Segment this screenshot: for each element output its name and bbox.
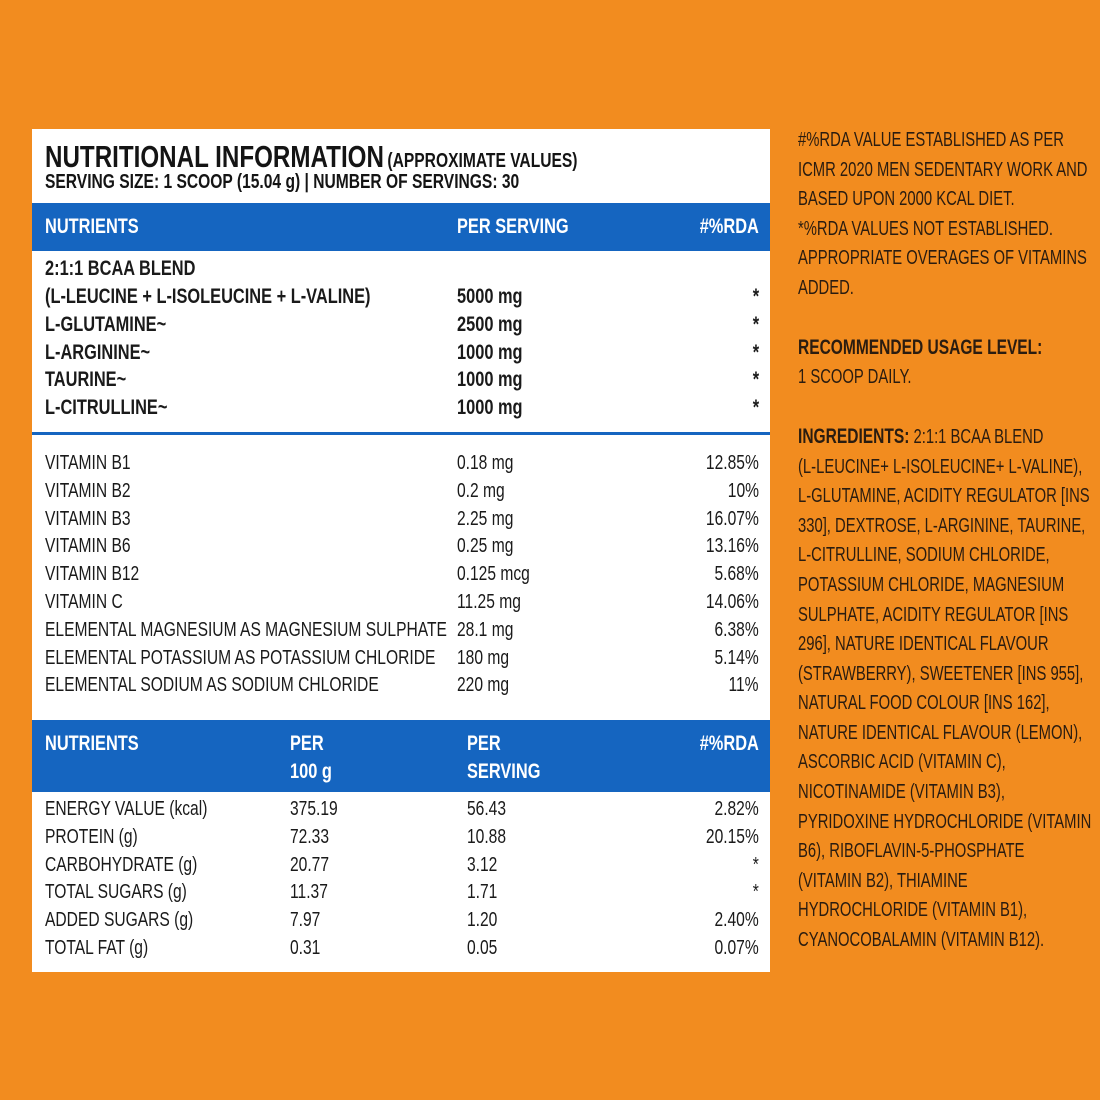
header-nutrients: NUTRIENTS (45, 215, 139, 238)
nutrient-rda: 13.16% (706, 535, 759, 558)
nutrition-panel (32, 129, 770, 972)
table-row (32, 368, 770, 396)
nutrient-name: ELEMENTAL POTASSIUM AS POTASSIUM CHLORIDE (45, 646, 436, 669)
header2-per2: PER (467, 732, 501, 755)
nutrient-rda: 6.38% (714, 618, 759, 641)
nutrient-name: VITAMIN B12 (45, 563, 140, 586)
nutrient-value: 2500 mg (457, 312, 523, 336)
ingredients-first: 2:1:1 BCAA BLEND (913, 425, 1044, 448)
nutrient-rda: 11% (728, 674, 759, 697)
table-row (32, 854, 770, 882)
nutrient-value: 0.125 mcg (457, 563, 530, 586)
per-serving-value: 10.88 (467, 825, 507, 848)
table-row (32, 285, 770, 313)
nutrient-rda: 14.06% (706, 591, 759, 613)
nutrient-name: TAURINE~ (45, 368, 127, 392)
nutrient-name: ELEMENTAL MAGNESIUM AS MAGNESIUM SULPHATE (45, 618, 447, 641)
note-line: BASED UPON 2000 KCAL DIET. (798, 188, 1015, 211)
ingredients-line: NATURAL FOOD COLOUR [INS 162], (798, 692, 1050, 715)
table-row (32, 591, 770, 619)
ingredients-line: L-GLUTAMINE, ACIDITY REGULATOR [INS (798, 485, 1090, 508)
nutrient-value: 220 mg (457, 674, 510, 697)
nutrient-value: 0.25 mg (457, 535, 514, 558)
header2-serving: SERVING (467, 760, 541, 783)
nutrient-value: 28.1 mg (457, 618, 514, 641)
nutrient-name: ELEMENTAL SODIUM AS SODIUM CHLORIDE (45, 674, 379, 697)
table-row (32, 826, 770, 854)
ingredients-line: NATURE IDENTICAL FLAVOUR (LEMON), (798, 721, 1083, 744)
nutrient-name: (L-LEUCINE + L-ISOLEUCINE + L-VALINE) (45, 285, 371, 308)
per-100g-value: 375.19 (290, 798, 338, 820)
per-100g-value: 11.37 (290, 881, 328, 904)
ingredients-line: POTASSIUM CHLORIDE, MAGNESIUM (798, 573, 1065, 596)
note-line: ADDED. (798, 276, 854, 299)
per-serving-value: 1.71 (467, 881, 498, 904)
table-row (32, 674, 770, 702)
header2-nutrients: NUTRIENTS (45, 732, 139, 755)
ingredients-line: L-CITRULLINE, SODIUM CHLORIDE, (798, 544, 1050, 567)
ingredients-line: SULPHATE, ACIDITY REGULATOR [INS (798, 603, 1069, 626)
nutrient-name: L-GLUTAMINE~ (45, 312, 167, 336)
header-rda: #%RDA (699, 215, 759, 238)
ingredients-line: ASCORBIC ACID (VITAMIN C), (798, 751, 1006, 774)
note-line: #%RDA VALUE ESTABLISHED AS PER (798, 129, 1064, 151)
nutrient-rda: * (752, 312, 759, 336)
nutrient-value: 0.2 mg (457, 479, 505, 502)
ingredients-line: PYRIDOXINE HYDROCHLORIDE (VITAMIN (798, 810, 1092, 833)
ingredients-first-line (798, 422, 1044, 453)
ingredients-line: (L-LEUCINE+ L-ISOLEUCINE+ L-VALINE), (798, 455, 1083, 478)
nutrient-value: 5000 mg (457, 285, 523, 308)
table-row (32, 798, 770, 826)
nutrient-rda: * (752, 368, 759, 392)
ingredients-line: 330], DEXTROSE, L-ARGININE, TAURINE, (798, 514, 1086, 537)
header2-100g: 100 g (290, 760, 332, 783)
ingredients-heading: INGREDIENTS: (798, 424, 910, 448)
nutrient-value: 180 mg (457, 646, 510, 669)
nutrient-name: VITAMIN B1 (45, 452, 131, 474)
table-row (32, 881, 770, 909)
nutrient-rda: 0.07% (714, 937, 759, 959)
nutrient-name: VITAMIN B6 (45, 535, 131, 558)
per-100g-value: 20.77 (290, 853, 330, 876)
table-row (32, 937, 770, 965)
per-serving-value: 1.20 (467, 909, 498, 932)
nutrient-rda: 16.07% (706, 507, 759, 530)
ingredients-line: B6), RIBOFLAVIN-5-PHOSPHATE (798, 840, 1025, 863)
nutrient-rda: 2.82% (714, 798, 759, 820)
header2-rda: #%RDA (699, 732, 759, 755)
note-line: ICMR 2020 MEN SEDENTARY WORK AND (798, 158, 1088, 181)
nutrient-rda: * (752, 396, 759, 420)
nutrient-name: L-ARGININE~ (45, 340, 151, 364)
note-line: *%RDA VALUES NOT ESTABLISHED. (798, 217, 1053, 240)
nutrient-rda: * (752, 285, 759, 308)
per-serving-value: 0.05 (467, 937, 498, 959)
nutrient-value: 0.18 mg (457, 452, 514, 474)
nutrient-value: 11.25 mg (457, 591, 521, 613)
title-sub: (APPROXIMATE VALUES) (387, 150, 578, 172)
nutrient-name: ENERGY VALUE (kcal) (45, 798, 208, 820)
table-row (32, 341, 770, 369)
per-100g-value: 0.31 (290, 937, 321, 959)
nutrient-rda: * (752, 853, 759, 876)
table-row (32, 535, 770, 563)
per-100g-value: 7.97 (290, 909, 321, 932)
nutrient-rda: 12.85% (706, 452, 759, 474)
per-100g-value: 72.33 (290, 825, 330, 848)
nutrient-value: 1000 mg (457, 340, 523, 364)
serving-size: SERVING SIZE: 1 SCOOP (15.04 g) | NUMBER OF SERVINGS: 30 (45, 171, 520, 193)
table-row (32, 452, 770, 480)
title-main: NUTRITIONAL INFORMATION (45, 139, 384, 174)
table-header-1 (32, 203, 770, 251)
nutrient-value: 1000 mg (457, 368, 523, 392)
table-row (32, 508, 770, 536)
nutrient-name: PROTEIN (g) (45, 825, 138, 848)
nutrient-rda: 20.15% (706, 825, 759, 848)
table-row (32, 313, 770, 341)
page-title (45, 139, 728, 175)
nutrient-name: TOTAL FAT (g) (45, 937, 149, 959)
header-per-serving: PER SERVING (457, 215, 569, 238)
blend-title-row: 2:1:1 BCAA BLEND (45, 257, 196, 280)
divider (32, 432, 770, 435)
table-header-2 (32, 720, 770, 792)
ingredients-line: HYDROCHLORIDE (VITAMIN B1), (798, 899, 1028, 922)
ingredients-line: CYANOCOBALAMIN (VITAMIN B12). (798, 929, 1045, 952)
nutrient-name: VITAMIN C (45, 591, 123, 613)
side-notes (798, 126, 1092, 956)
nutrient-name: ADDED SUGARS (g) (45, 909, 194, 932)
nutrient-value: 1000 mg (457, 396, 523, 420)
ingredients-line: 296], NATURE IDENTICAL FLAVOUR (798, 633, 1049, 656)
nutrient-value: 2.25 mg (457, 507, 514, 530)
nutrient-rda: * (752, 881, 759, 904)
nutrient-name: CARBOHYDRATE (g) (45, 853, 198, 876)
table-row (32, 480, 770, 508)
per-serving-value: 56.43 (467, 798, 507, 820)
nutrient-rda: 2.40% (714, 909, 759, 932)
per-serving-value: 3.12 (467, 853, 498, 876)
table-row (32, 619, 770, 647)
usage-text: 1 SCOOP DAILY. (798, 365, 912, 388)
nutrient-name: VITAMIN B2 (45, 479, 131, 502)
table-row (32, 396, 770, 424)
header2-per: PER (290, 732, 324, 755)
nutrient-name: VITAMIN B3 (45, 507, 131, 530)
nutrient-name: L-CITRULLINE~ (45, 396, 168, 420)
table-row (32, 563, 770, 591)
ingredients-line: (VITAMIN B2), THIAMINE (798, 869, 968, 892)
nutrient-rda: 5.68% (714, 563, 759, 586)
note-line: APPROPRIATE OVERAGES OF VITAMINS (798, 247, 1087, 270)
nutrient-rda: 5.14% (714, 646, 759, 669)
usage-heading: RECOMMENDED USAGE LEVEL: (798, 336, 1043, 360)
nutrient-rda: 10% (727, 479, 759, 502)
nutrient-rda: * (752, 340, 759, 364)
nutrient-name: TOTAL SUGARS (g) (45, 881, 187, 904)
table-row (32, 909, 770, 937)
ingredients-line: (STRAWBERRY), SWEETENER [INS 955], (798, 662, 1084, 685)
ingredients-line: NICOTINAMIDE (VITAMIN B3), (798, 781, 1005, 804)
table-row (32, 647, 770, 675)
